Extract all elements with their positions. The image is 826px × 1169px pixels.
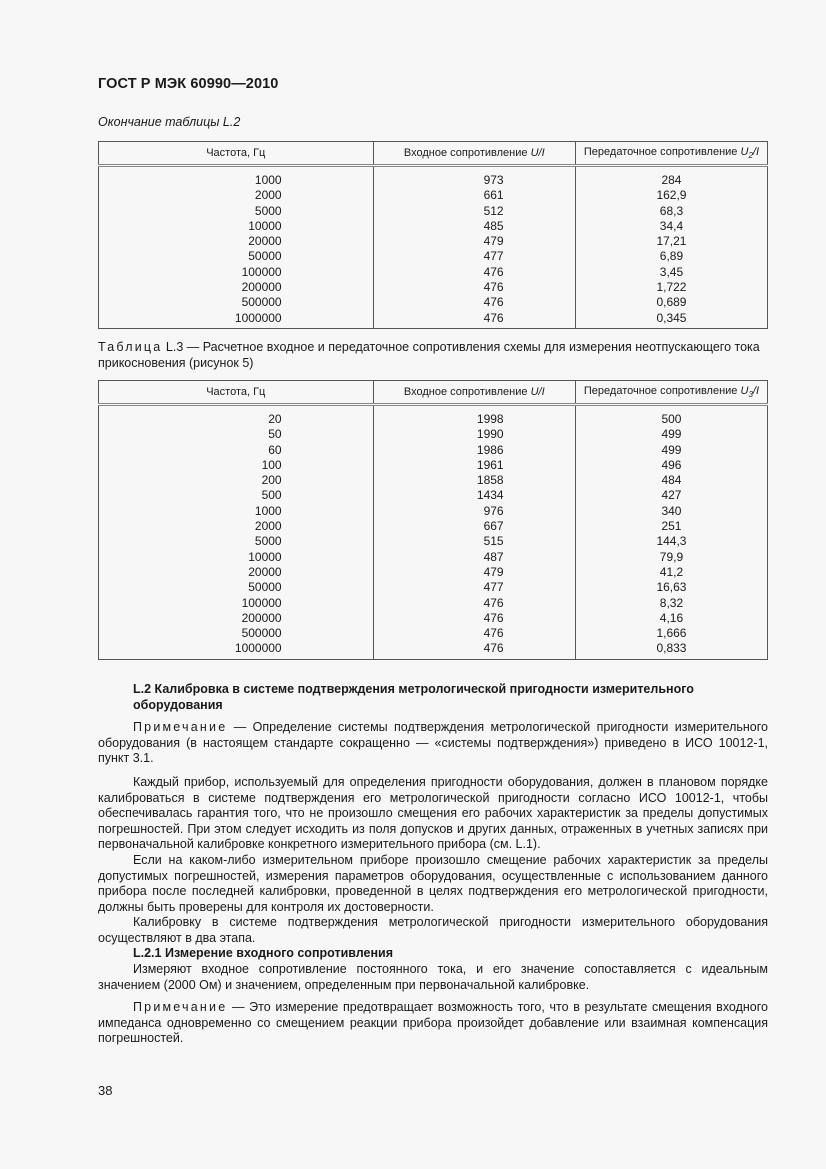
table-row xyxy=(99,641,768,659)
table-row xyxy=(99,204,768,219)
cell-transfer-resistance: 144,3 xyxy=(575,534,767,549)
cell-input-resistance: 512 xyxy=(373,204,575,219)
cell-input-resistance: 667 xyxy=(373,519,575,534)
cell-frequency: 2000 xyxy=(99,188,374,203)
cell-input-resistance: 477 xyxy=(373,580,575,595)
column-header-frequency: Частота, Гц xyxy=(99,142,374,166)
cell-transfer-resistance: 499 xyxy=(575,443,767,458)
table-row xyxy=(99,443,768,458)
column-header-input-resistance: Входное сопротивление U/I xyxy=(373,142,575,166)
cell-transfer-resistance: 1,722 xyxy=(575,280,767,295)
cell-input-resistance: 485 xyxy=(373,219,575,234)
cell-input-resistance: 487 xyxy=(373,550,575,565)
cell-frequency: 50 xyxy=(99,427,374,442)
cell-frequency: 100000 xyxy=(99,596,374,611)
cell-input-resistance: 661 xyxy=(373,188,575,203)
document-header: ГОСТ Р МЭК 60990—2010 xyxy=(98,76,279,92)
table-row xyxy=(99,611,768,626)
table-row xyxy=(99,405,768,428)
cell-input-resistance: 1961 xyxy=(373,458,575,473)
table-row xyxy=(99,166,768,189)
table-l3 xyxy=(98,380,768,660)
table-row xyxy=(99,249,768,264)
cell-input-resistance: 973 xyxy=(373,166,575,189)
body-paragraph-1: Каждый прибор, используемый для определения пригодности оборудования, должен в плановом порядке калиброваться в системе подтверждения его метрологической пригодности согласно ИСО 10012-1, чтобы обеспечивалась гарантия того, что не произошло смещения его рабочих характеристик за пределы допустимых погрешностей. При этом следует исходить из поля допусков и других данных, отраженных в учетных записях при первоначальной калибровке конкретного измерительного прибора (см. L.1). xyxy=(98,775,768,852)
table-row xyxy=(99,488,768,503)
cell-transfer-resistance: 41,2 xyxy=(575,565,767,580)
cell-transfer-resistance: 284 xyxy=(575,166,767,189)
cell-frequency: 60 xyxy=(99,443,374,458)
page-number: 38 xyxy=(98,1083,113,1098)
cell-frequency: 500000 xyxy=(99,626,374,641)
cell-transfer-resistance: 79,9 xyxy=(575,550,767,565)
cell-frequency: 5000 xyxy=(99,534,374,549)
cell-input-resistance: 479 xyxy=(373,234,575,249)
cell-input-resistance: 515 xyxy=(373,534,575,549)
cell-input-resistance: 1434 xyxy=(373,488,575,503)
cell-input-resistance: 476 xyxy=(373,641,575,659)
cell-frequency: 10000 xyxy=(99,219,374,234)
cell-input-resistance: 476 xyxy=(373,280,575,295)
cell-transfer-resistance: 0,833 xyxy=(575,641,767,659)
cell-frequency: 2000 xyxy=(99,519,374,534)
cell-frequency: 100000 xyxy=(99,265,374,280)
cell-transfer-resistance: 34,4 xyxy=(575,219,767,234)
cell-input-resistance: 976 xyxy=(373,504,575,519)
cell-input-resistance: 476 xyxy=(373,311,575,329)
table-row xyxy=(99,219,768,234)
table-row xyxy=(99,427,768,442)
cell-transfer-resistance: 4,16 xyxy=(575,611,767,626)
cell-transfer-resistance: 17,21 xyxy=(575,234,767,249)
column-header-transfer-resistance: Передаточное сопротивление $U_3/I$ xyxy=(575,381,767,405)
table-l3-caption: Таблица L.3 — Расчетное входное и передаточное сопротивления схемы для измерения неотпускающего тока прикосновения (рисунок 5) xyxy=(98,340,760,370)
column-header-transfer-resistance: Передаточное сопротивление $U_2/I$ xyxy=(575,142,767,166)
cell-frequency: 20 xyxy=(99,405,374,428)
body-paragraph-2: Если на каком-либо измерительном приборе произошло смещение рабочих характеристик за пределы допустимых погрешностей, измерения параметров оборудования, осуществленные с использованием данного прибора после последней калибровки, проведенной в целях подтверждения его метрологической пригодности, должны быть проверены для контроля их достоверности. xyxy=(98,853,768,914)
table-l2-continuation-caption: Окончание таблицы L.2 xyxy=(98,115,241,129)
cell-frequency: 100 xyxy=(99,458,374,473)
table-row xyxy=(99,504,768,519)
table-row xyxy=(99,550,768,565)
table-row xyxy=(99,519,768,534)
cell-frequency: 1000 xyxy=(99,166,374,189)
cell-transfer-resistance: 251 xyxy=(575,519,767,534)
cell-frequency: 200000 xyxy=(99,611,374,626)
cell-input-resistance: 476 xyxy=(373,626,575,641)
cell-transfer-resistance: 427 xyxy=(575,488,767,503)
column-header-frequency: Частота, Гц xyxy=(99,381,374,405)
table-row xyxy=(99,458,768,473)
cell-frequency: 200 xyxy=(99,473,374,488)
table-row xyxy=(99,534,768,549)
section-heading-l2: L.2 Калибровка в системе подтверждения метрологической пригодности измерительного оборудования xyxy=(133,682,694,712)
table-row xyxy=(99,596,768,611)
body-paragraph-3: Калибровку в системе подтверждения метрологической пригодности измерительного оборудования осуществляют в два этапа. xyxy=(98,915,768,945)
table-row xyxy=(99,280,768,295)
table-row xyxy=(99,265,768,280)
cell-transfer-resistance: 1,666 xyxy=(575,626,767,641)
cell-frequency: 50000 xyxy=(99,580,374,595)
cell-input-resistance: 1990 xyxy=(373,427,575,442)
cell-frequency: 1000000 xyxy=(99,641,374,659)
table-row xyxy=(99,311,768,329)
cell-input-resistance: 479 xyxy=(373,565,575,580)
cell-transfer-resistance: 484 xyxy=(575,473,767,488)
table-l2-end xyxy=(98,141,768,329)
table-row xyxy=(99,234,768,249)
cell-transfer-resistance: 0,345 xyxy=(575,311,767,329)
cell-transfer-resistance: 499 xyxy=(575,427,767,442)
cell-input-resistance: 477 xyxy=(373,249,575,264)
cell-frequency: 500 xyxy=(99,488,374,503)
cell-input-resistance: 1998 xyxy=(373,405,575,428)
cell-transfer-resistance: 0,689 xyxy=(575,295,767,310)
table-row xyxy=(99,295,768,310)
table-row xyxy=(99,565,768,580)
table-row xyxy=(99,626,768,641)
cell-frequency: 20000 xyxy=(99,234,374,249)
cell-transfer-resistance: 162,9 xyxy=(575,188,767,203)
cell-frequency: 10000 xyxy=(99,550,374,565)
cell-frequency: 50000 xyxy=(99,249,374,264)
table-row xyxy=(99,580,768,595)
cell-transfer-resistance: 16,63 xyxy=(575,580,767,595)
cell-frequency: 1000000 xyxy=(99,311,374,329)
cell-transfer-resistance: 68,3 xyxy=(575,204,767,219)
section-heading-l2-1: L.2.1 Измерение входного сопротивления xyxy=(133,946,394,960)
column-header-input-resistance: Входное сопротивление U/I xyxy=(373,381,575,405)
cell-frequency: 5000 xyxy=(99,204,374,219)
body-paragraph-4: Измеряют входное сопротивление постоянного тока, и его значение сопоставляется с идеальным значением (2000 Ом) и значением, определенным при первоначальной калибровке. xyxy=(98,962,768,992)
cell-frequency: 500000 xyxy=(99,295,374,310)
cell-transfer-resistance: 8,32 xyxy=(575,596,767,611)
cell-input-resistance: 1986 xyxy=(373,443,575,458)
cell-transfer-resistance: 496 xyxy=(575,458,767,473)
note-paragraph-1: Примечание — Определение системы подтверждения метрологической пригодности измерительного оборудования (в настоящем стандарте сокращенно — «системы подтверждения») приведено в ИСО 10012-1, пункт 3.1. xyxy=(98,720,768,766)
cell-frequency: 1000 xyxy=(99,504,374,519)
cell-input-resistance: 476 xyxy=(373,265,575,280)
table-row xyxy=(99,188,768,203)
note-paragraph-2: Примечание — Это измерение предотвращает возможность того, что в результате смещения входного импеданса одновременно со смещением реакции прибора произойдет добавление или взаимная компенсация погрешностей. xyxy=(98,1000,768,1046)
cell-transfer-resistance: 500 xyxy=(575,405,767,428)
cell-frequency: 200000 xyxy=(99,280,374,295)
cell-transfer-resistance: 6,89 xyxy=(575,249,767,264)
cell-transfer-resistance: 3,45 xyxy=(575,265,767,280)
cell-input-resistance: 476 xyxy=(373,295,575,310)
cell-input-resistance: 1858 xyxy=(373,473,575,488)
cell-input-resistance: 476 xyxy=(373,596,575,611)
cell-frequency: 20000 xyxy=(99,565,374,580)
table-row xyxy=(99,473,768,488)
cell-input-resistance: 476 xyxy=(373,611,575,626)
cell-transfer-resistance: 340 xyxy=(575,504,767,519)
